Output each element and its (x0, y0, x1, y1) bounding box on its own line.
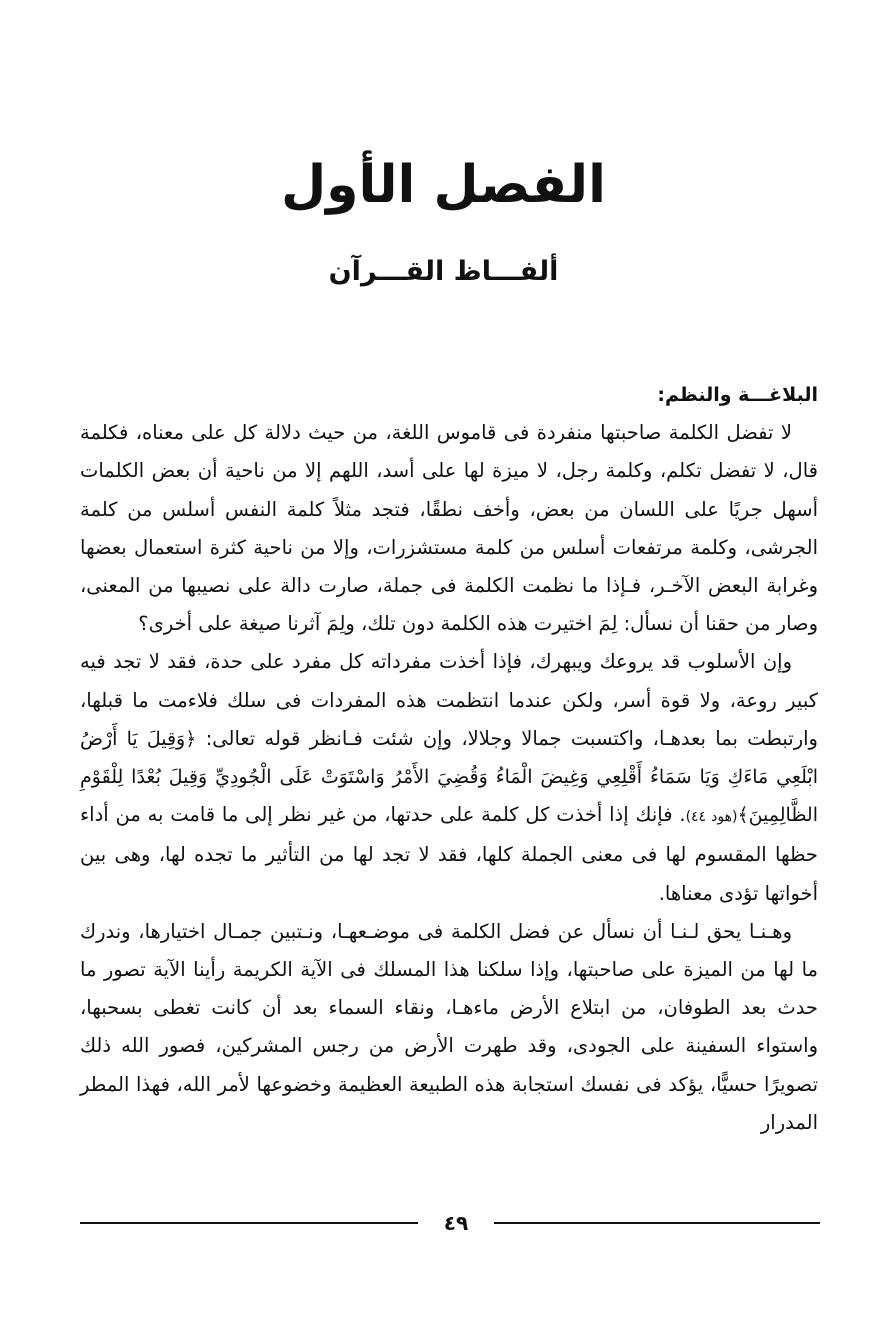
paragraph-2 (80, 643, 818, 912)
verse-reference: (هود ٤٤) (685, 809, 738, 826)
body-text (80, 376, 818, 1142)
paragraph-2-continuation: . فإنك إذا أخذت كل كلمة على حدتها، من غير نظر إلى ما قامت به من أداء حظها المقسوم لها فى معنى الجملة كلها، فقد لا تجد لها من التأثير ما تجده لها، وهى بين أخواتها تؤدى معناها. (80, 803, 818, 905)
page-number: ٤٩ (443, 1211, 469, 1235)
paragraph-1: لا تفضل الكلمة صاحبتها منفردة فى قاموس اللغة، من حيث دلالة كل على معناه، فكلمة قال، لا تفضل تكلم، وكلمة رجل، لا ميزة لها على أسد، اللهم إلا من ناحية أن بعض الكلمات أسهل جريًا على اللسان من بعض، وأخف نطقًا، فتجد مثلاً كلمة النفس أسلس من كلمة الجرشى، وكلمة مرتفعات أسلس من كلمة مستشزرات، وإلا من ناحية كثرة استعمال بعضها وغرابة البعض الآخـر، فـإذا ما نظمت الكلمة فى جملة، صارت دالة على نصيبها من المعنى، وصار من حقنا أن نسأل: لِمَ اختيرت هذه الكلمة دون تلك، ولِمَ آثرنا صيغة على أخرى؟ (80, 421, 818, 636)
footer-rule-left (80, 1222, 418, 1224)
paragraph-2-text: وإن الأسلوب قد يروعك ويبهرك، فإذا أخذت مفرداته كل مفرد على حدة، فقد لا تجد فيه كبير روعة، ولا قوة أسر، ولكن عندما انتظمت هذه المفردات فى سلك فلاءمت ما قبلها، وارتبطت بما بعدهـا، واكتسبت جمالا وجلالا، وإن شئت فـانظر قوله تعالى: (80, 650, 818, 750)
chapter-subtitle: ألفـــاظ القـــرآن (328, 256, 559, 287)
page-footer (80, 1208, 820, 1238)
footer-rule-right (494, 1222, 820, 1224)
quran-verse: ﴿وَقِيلَ يَا أَرْضُ ابْلَعِي مَاءَكِ وَيَا سَمَاءُ أَقْلِعِي وَغِيضَ الْمَاءُ وَقُضِيَ الأَمْرُ وَاسْتَوَتْ عَلَى الْجُودِيِّ وَقِيلَ بُعْدًا لِلْقَوْمِ الظَّالِمِينَ﴾ (80, 727, 818, 827)
paragraph-3: وهـنـا يحق لـنـا أن نسأل عن فضل الكلمة فى موضـعهـا، ونـتبين جمـال اختيارها، وندرك ما لها من الميزة على صاحبتها، وإذا سلكنا هذا المسلك فى الآية الكريمة رأينا الآية تصور ما حدث بعد الطوفان، من ابتلاع الأرض ماءهـا، ونقاء السماء بعد أن كانت تغطى بسحبها، واستواء السفينة على الجودى، وقد طهرت الأرض من رجس المشركين، فصور الله ذلك تصويرًا حسيًّا، يؤكد فى نفسك استجابة هذه الطبيعة العظيمة وخضوعها لأمر الله، فهذا المطر المدرار (80, 919, 818, 1134)
chapter-title: الفصل الأول (281, 155, 606, 215)
section-heading: البلاغـــة والنظم: (657, 384, 818, 406)
